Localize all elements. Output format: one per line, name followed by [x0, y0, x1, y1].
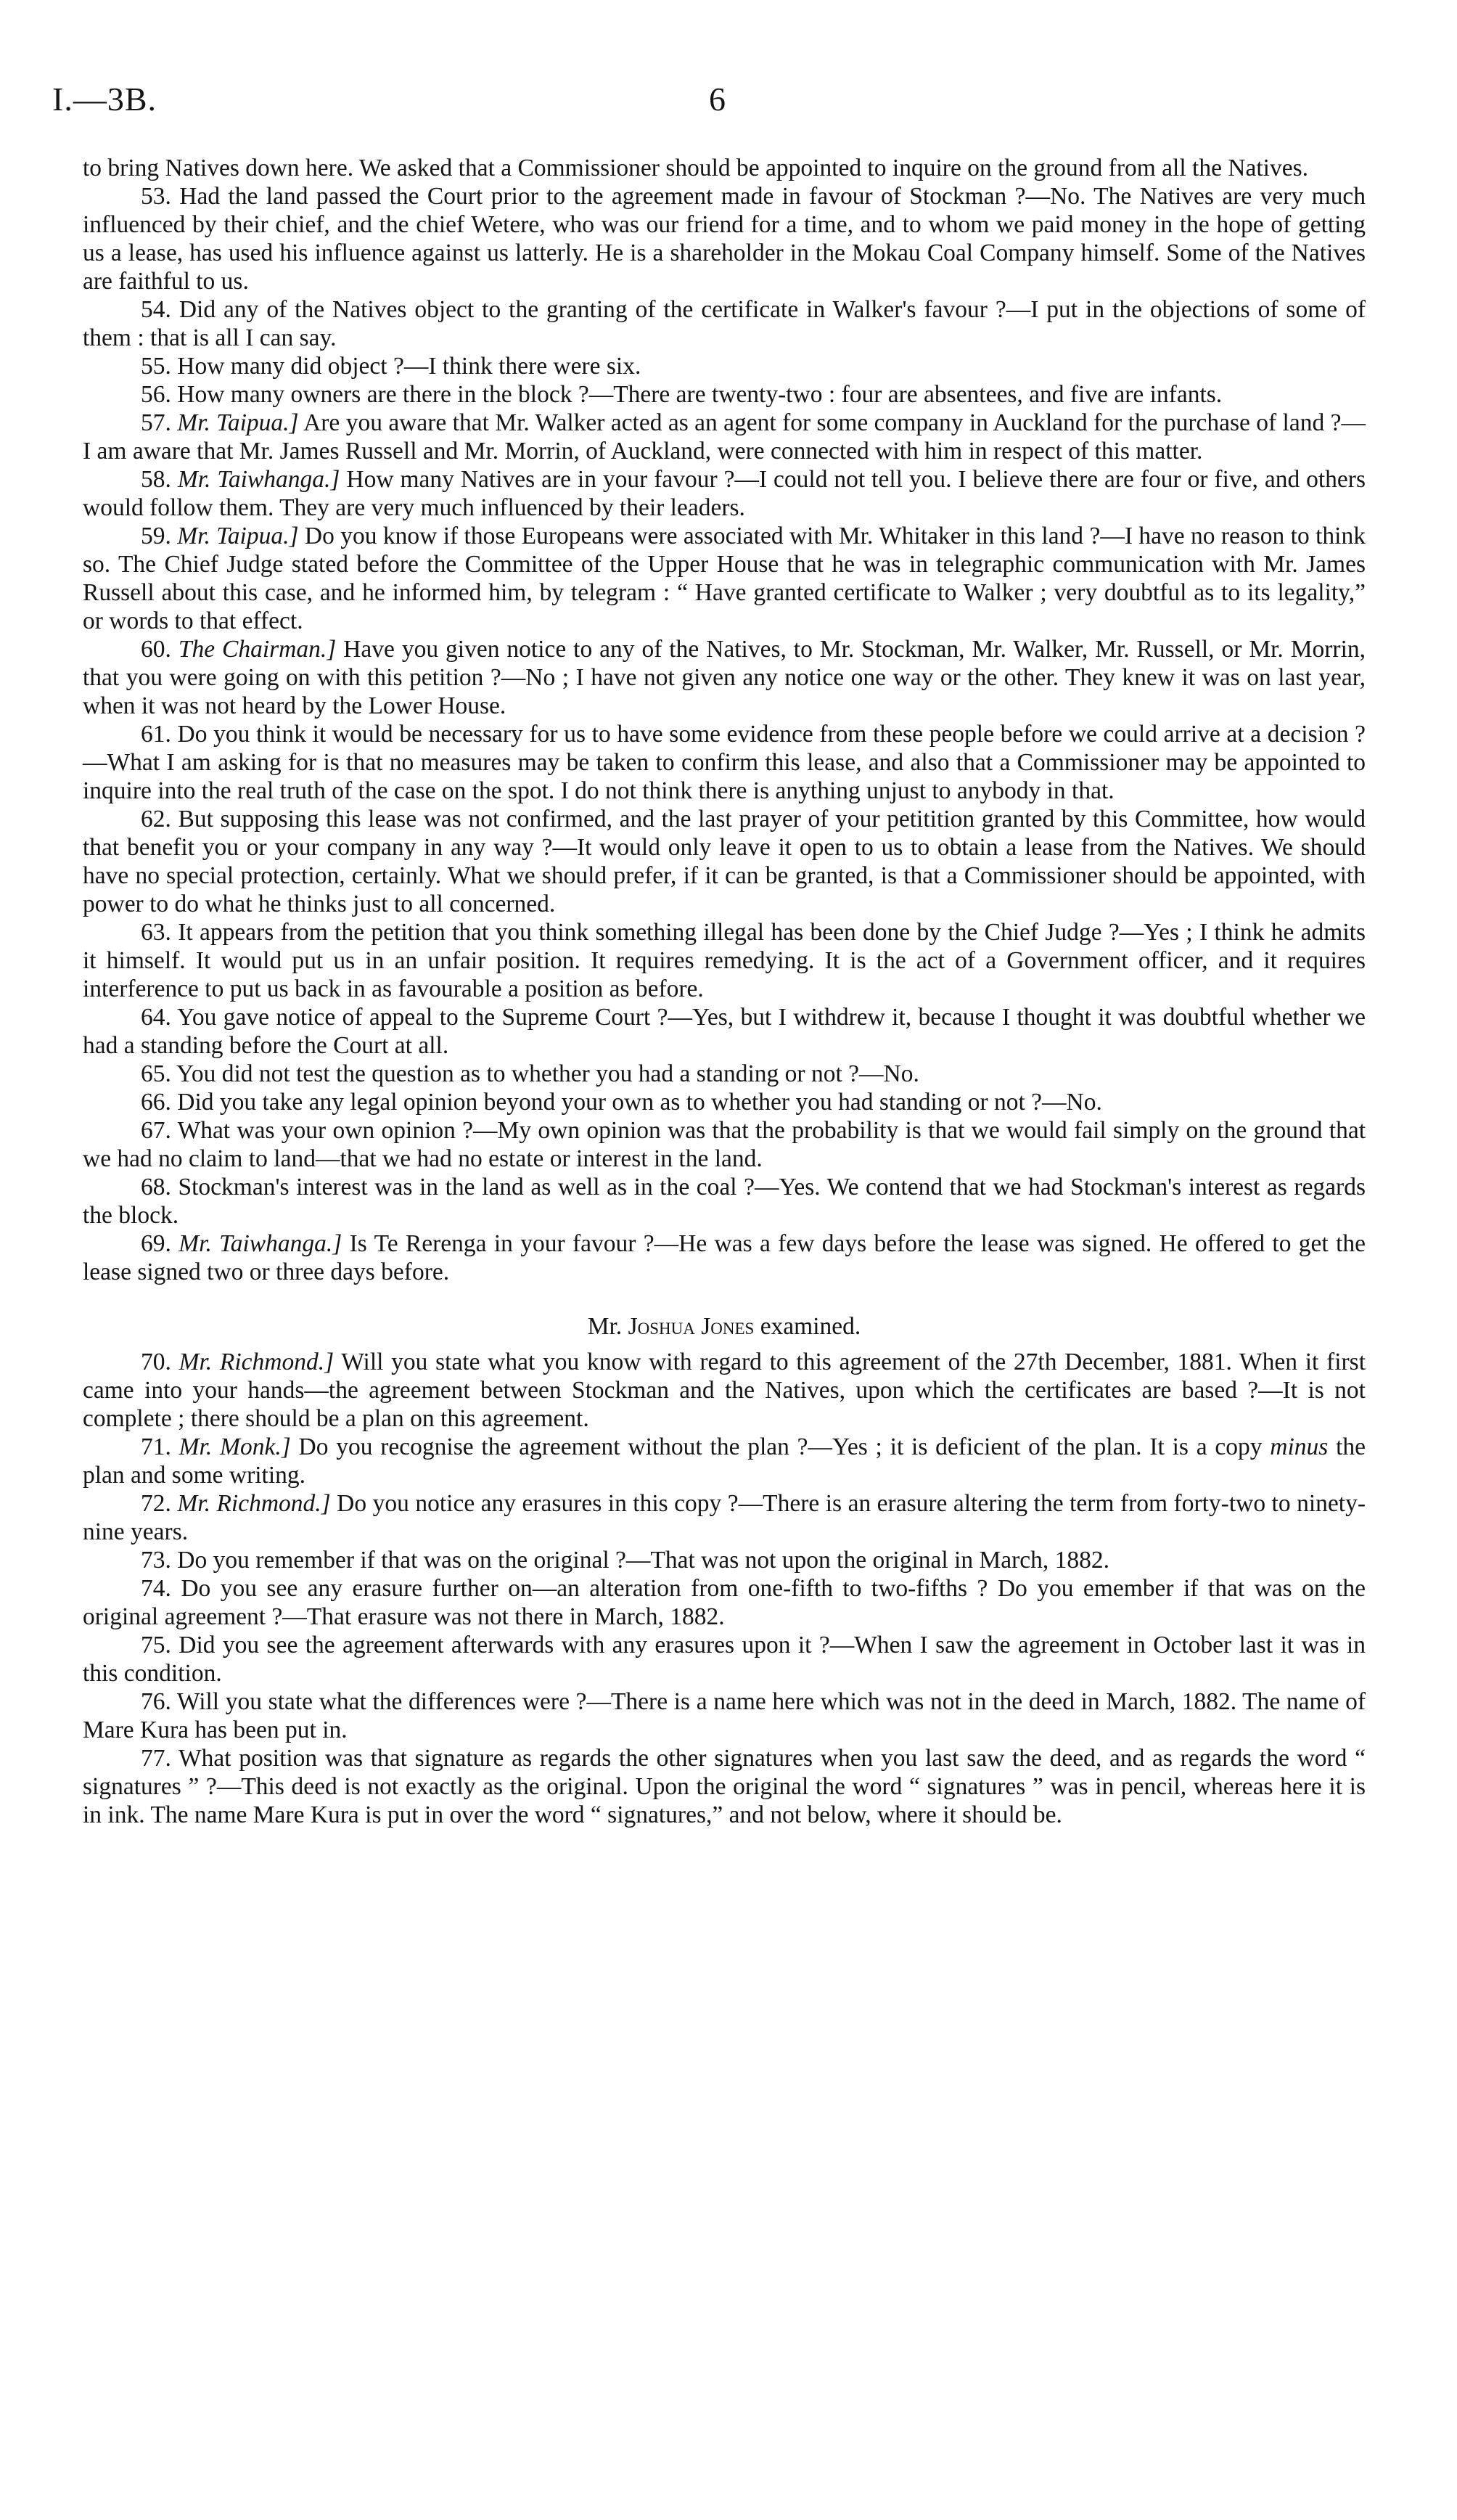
speaker-name: Mr. Taiwhanga.]: [177, 466, 340, 493]
paragraph-62: 62. But supposing this lease was not confirmed, and the last prayer of your petitition granted by this Committee, how would that benefit you or your company in any way ?—It would only leave it open to us to obtain a lease from the Natives. We should have no special protection, certainly. What we should prefer, if it can be granted, is that a Commissioner should be appointed, with power to do what he thinks just to all concerned.: [83, 806, 1366, 917]
speaker-name: Mr. Monk.]: [178, 1433, 291, 1460]
paragraph-71: [83, 1433, 1366, 1489]
page-header: [52, 80, 1366, 123]
question-text: Do you know if those Europeans were associated with Mr. Whitaker in this land ?—I have no reason to think so. The Chief Judge stated before the Committee of the Upper House that he was in telegraphic communication with Mr. James Russell about this case, and he informed him, by telegram : “ Have granted certificate to Walker ; very doubtful as to its legality,” or words to that effect.: [83, 523, 1366, 634]
question-text-end: the plan and some writing.: [83, 1433, 1366, 1489]
paragraph-65: 65. You did not test the question as to whether you had a standing or not ?—No.: [141, 1060, 919, 1087]
question-number: 59.: [141, 523, 171, 549]
heading-suffix: examined.: [754, 1313, 861, 1340]
paragraph-63: 63. It appears from the petition that you think something illegal has been done by the Chief Judge ?—Yes ; I think he admits it himself. It would put us in an unfair position. It requires remedying. It is the act of a Government officer, and it requires interference to put us back in as favourable a position as before.: [83, 919, 1366, 1002]
speaker-name: Mr. Richmond.]: [178, 1349, 335, 1375]
question-number: 72.: [141, 1490, 171, 1517]
speaker-name: Mr. Richmond.]: [177, 1490, 331, 1517]
question-text: Are you aware that Mr. Walker acted as an agent for some company in Auckland for the purchase of land ?—I am aware that Mr. James Russell and Mr. Morrin, of Auckland, were connected with him in respect of this matter.: [83, 409, 1366, 465]
paragraph-57: [83, 409, 1366, 465]
question-number: 69.: [141, 1230, 171, 1257]
paragraph-53: 53. Had the land passed the Court prior to the agreement made in favour of Stockman ?—No. The Natives are very much influenced by their chief, and the chief Wetere, who was our friend for a time, and to whom we paid money in the hope of getting us a lease, has used his influence against us latterly. He is a shareholder in the Mokau Coal Company himself. Some of the Natives are faithful to us.: [83, 183, 1366, 295]
paragraph-73: 73. Do you remember if that was on the original ?—That was not upon the original in March, 1882.: [141, 1547, 1110, 1574]
page-number: 6: [709, 81, 726, 118]
question-number: 58.: [141, 466, 171, 493]
paragraph-55: 55. How many did object ?—I think there were six.: [141, 353, 641, 380]
paragraph-76: 76. Will you state what the differences were ?—There is a name here which was not in the deed in March, 1882. The name of Mare Kura has been put in.: [83, 1688, 1366, 1743]
paragraph-61: 61. Do you think it would be necessary for us to have some evidence from these people before we could arrive at a decision ?—What I am asking for is that no measures may be taken to confirm this lease, and also that a Commissioner may be appointed to inquire into the real truth of the case on the spot. I do not think there is anything unjust to anybody in that.: [83, 721, 1366, 804]
paragraph-68: 68. Stockman's interest was in the land as well as in the coal ?—Yes. We contend that we had Stockman's interest as regards the block.: [83, 1174, 1366, 1229]
witness-heading: [83, 1312, 1366, 1341]
paragraph-74: 74. Do you see any erasure further on—an alteration from one-fifth to two-fifths ? Do you emember if that was on the original agreement ?—That erasure was not there in March, 1882.: [83, 1575, 1366, 1630]
question-number: 71.: [141, 1433, 171, 1460]
question-text: Is Te Rerenga in your favour ?—He was a few days before the lease was signed. He offered to get the lease signed two or three days before.: [83, 1230, 1366, 1285]
speaker-name: The Chairman.]: [178, 636, 337, 663]
paragraph-59: [83, 522, 1366, 635]
paragraph-continued: to bring Natives down here. We asked that a Commissioner should be appointed to inquire on the ground from all the Natives.: [83, 155, 1309, 181]
paragraph-56: 56. How many owners are there in the block ?—There are twenty-two : four are absentees, and five are infants.: [141, 381, 1223, 408]
speaker-name: Mr. Taipua.]: [177, 523, 299, 549]
question-number: 60.: [141, 636, 171, 663]
italic-word: minus: [1270, 1433, 1329, 1460]
heading-prefix: Mr.: [587, 1313, 628, 1340]
paragraph-69: [83, 1230, 1366, 1286]
paragraph-67: 67. What was your own opinion ?—My own opinion was that the probability is that we would fail simply on the ground that we had no claim to land—that we had no estate or interest in the land.: [83, 1117, 1366, 1172]
paragraph-72: [83, 1489, 1366, 1546]
paragraph-77: 77. What position was that signature as regards the other signatures when you last saw the deed, and as regards the word “ signatures ” ?—This deed is not exactly as the original. Upon the original the word “ signatures ” was in pencil, whereas here it is in ink. The name Mare Kura is put in over the word “ signatures,” and not below, where it should be.: [83, 1745, 1366, 1828]
paragraph-64: 64. You gave notice of appeal to the Supreme Court ?—Yes, but I withdrew it, because I thought it was doubtful whether we had a standing before the Court at all.: [83, 1004, 1366, 1059]
document-body: [83, 154, 1366, 1829]
speaker-name: Mr. Taipua.]: [177, 409, 299, 436]
paragraph-60: [83, 635, 1366, 720]
witness-name: Joshua Jones: [628, 1313, 755, 1340]
question-text: Will you state what you know with regard to this agreement of the 27th December, 1881. When it first came into your hands—the agreement between Stockman and the Natives, upon which the certificates are based ?—It is not complete ; there should be a plan on this agreement.: [83, 1349, 1366, 1432]
document-reference: I.—3B.: [52, 81, 157, 118]
question-text: How many Natives are in your favour ?—I could not tell you. I believe there are four or five, and others would follow them. They are very much influenced by their leaders.: [83, 466, 1366, 521]
question-number: 70.: [141, 1349, 171, 1375]
paragraph-66: 66. Did you take any legal opinion beyond your own as to whether you had standing or not ?—No.: [141, 1089, 1102, 1116]
paragraph-75: 75. Did you see the agreement afterwards with any erasures upon it ?—When I saw the agreement in October last it was in this condition.: [83, 1632, 1366, 1687]
question-number: 57.: [141, 409, 171, 436]
paragraph-58: [83, 465, 1366, 522]
question-text: Do you recognise the agreement without the plan ?—Yes ; it is deficient of the plan. It is a copy: [290, 1433, 1271, 1460]
speaker-name: Mr. Taiwhanga.]: [178, 1230, 342, 1257]
paragraph-54: 54. Did any of the Natives object to the granting of the certificate in Walker's favour ?—I put in the objections of some of them : that is all I can say.: [83, 296, 1366, 351]
question-text: Do you notice any erasures in this copy ?—There is an erasure altering the term from forty-two to ninety-nine years.: [83, 1490, 1366, 1545]
paragraph-70: [83, 1348, 1366, 1433]
question-text: Have you given notice to any of the Natives, to Mr. Stockman, Mr. Walker, Mr. Russell, or Mr. Morrin, that you were going on with this petition ?—No ; I have not given any notice one way or the other. They knew it was on last year, when it was not heard by the Lower House.: [83, 636, 1366, 719]
